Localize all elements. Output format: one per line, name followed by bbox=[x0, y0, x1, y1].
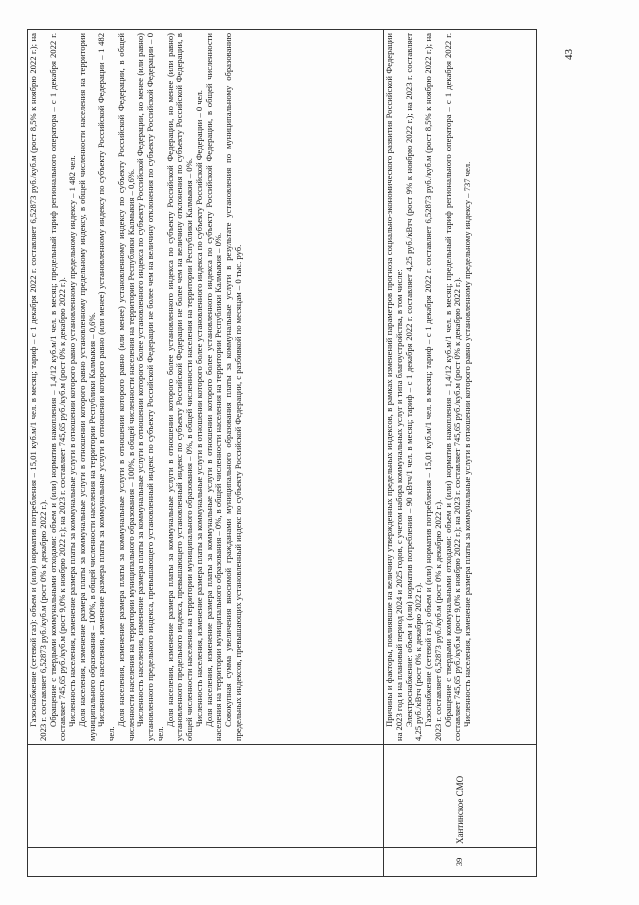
tariff-table bbox=[27, 29, 537, 877]
table-row bbox=[384, 30, 537, 877]
table-row bbox=[28, 30, 384, 877]
paragraph: Доля населения, изменение размера платы за коммунальные услуги в отношении которого более установленного индекса по субъекту Российской Федерации, но менее (или равно) установленного предельного индекса, превышающего установленный индекс по субъекту Российской Федерации не более чем на величину отклонения по субъекту Российской Федерации, в общей численности населения на территории муниципального образования – 0%, в общей численности населения на территории Республики Калмыкия – 0%. bbox=[164, 33, 194, 741]
paragraph: Газоснабжение (сетевой газ): объем и (или) норматив потребления – 15,01 куб.м/1 чел. в месяц; тариф – с 1 декабря 2022 г. составляет 6,52873 руб./куб.м (рост 8,5% к ноябрю 2022 г.); на 2023 г. составляет 6,52873 руб./куб.м (рост 0% к декабрю 2022 г.). bbox=[28, 33, 48, 741]
paragraph: Обращение с твердыми коммунальными отходами: объем и (или) норматив накопления – 1,4/12 куб.м/1 чел. в месяц; предельный тариф регионального оператора – с 1 декабря 2022 г. составляет 745,65 руб./куб.м (рост 9,0% к ноябрю 2022 г.); на 2023 г. составляет 745,65 руб./куб.м (рост 0% к декабрю 2022 г.). bbox=[442, 33, 463, 741]
paragraph: Электроснабжение: объем и (или) норматив потребления – 90 кВтч/1 чел. в месяц; тариф – с 1 декабря 2022 г. составляет 4,25 руб./кВтч (рост 9% к ноябрю 2022 г.); на 2023 г. составляет 4,25 руб./кВтч (рост 0% к декабрю 2022 г.). bbox=[403, 33, 424, 741]
row-number-cell: 39 bbox=[384, 848, 537, 877]
paragraph: Численность населения, изменение размера платы за коммунальные услуги в отношении которого более установленного индекса по субъекту Российской Федерации – 0 чел. bbox=[193, 90, 204, 727]
paragraph: Численность населения, изменение размера платы за коммунальные услуги в отношении которого равно установленному предельному индексу – 1 482 чел. bbox=[67, 155, 77, 727]
paragraph: Причины и факторы, повлиявшие на величину утвержденных предельных индексов, в рамках изменений параметров прогноза социально-экономического развития Российской Федерации на 2023 год и на плановый период 2024 и 2025 годов, с учетом набора коммунальных услуг и типа благоустройства, в том числе: bbox=[384, 33, 404, 741]
description-cell bbox=[384, 30, 537, 745]
paragraph: Доля населения, изменение размера платы за коммунальные услуги в отношении которого более установленного индекса по субъекту Российской Федерации, в общей численности населения на территории муниципального образования – 0%, в общей численности населения на территории Республики Калмыкия – 0%. bbox=[203, 33, 224, 741]
paragraph: Обращение с твердыми коммунальными отходами: объем и (или) норматив накопления – 1,4/12 куб.м/1 чел. в месяц; предельный тариф регионального оператора – с 1 декабря 2022 г. составляет 745,65 руб./куб.м (рост 9,0% к ноябрю 2022 г.); на 2023 г. составляет 745,65 руб./куб.м (рост 0% к декабрю 2022 г.). bbox=[47, 33, 68, 741]
row-number-cell bbox=[28, 848, 384, 877]
description-cell bbox=[28, 30, 384, 745]
page-number: 43 bbox=[563, 49, 575, 60]
paragraph: Численность населения, изменение размера платы за коммунальные услуги в отношении которого более установленного индекса по субъекту Российской Федерации, но менее (или равно) установленного предельного индекса, превышающего установленный индекс по субъекту Российской Федерации не более чем на величину отклонения по субъекту Российской Федерации – 0 чел. bbox=[135, 33, 165, 741]
paragraph: Совокупная сумма увеличения вносимой гражданами муниципального образования платы за коммунальные услуги в результате установления по муниципальному образованию предельных индексов, превышающих установленный индекс по субъекту Российской Федерации, с разбивкой по месяцам – 0 тыс. руб. bbox=[223, 33, 243, 741]
municipality-cell: Хантинское СМО bbox=[384, 745, 537, 848]
paragraph: Доля населения, изменение размера платы за коммунальные услуги в отношении которого равно установленному предельному индексу, в общей численности населения на территории муниципального образования – 100%, в общей численности населения на территории Республики Калмыкия – 0,6%. bbox=[76, 33, 97, 741]
paragraph: Доля населения, изменение размера платы за коммунальные услуги в отношении которого равно (или менее) установленному индексу по субъекту Российской Федерации, в общей численности населения на территории муниципального образования – 100%, в общей численности населения на территории Республики Калмыкия – 0,6%. bbox=[115, 33, 136, 741]
paragraph: Численность населения, изменение размера платы за коммунальные услуги в отношении которого равно установленному предельному индексу – 737 чел. bbox=[462, 161, 472, 727]
paragraph: Численность населения, изменение размера платы за коммунальные услуги в отношении которого равно (или менее) установленному индексу по субъекту Российской Федерации – 1 482 чел. bbox=[96, 33, 116, 741]
paragraph: Газоснабжение (сетевой газ): объем и (или) норматив потребления – 15,01 куб.м/1 чел. в месяц; тариф – с 1 декабря 2022 г. составляет 6,52873 руб./куб.м (рост 8,5% к ноябрю 2022 г.); на 2023 г. составляет 6,52873 руб./куб.м (рост 0% к декабрю 2022 г.). bbox=[423, 33, 443, 741]
municipality-cell bbox=[28, 745, 384, 848]
